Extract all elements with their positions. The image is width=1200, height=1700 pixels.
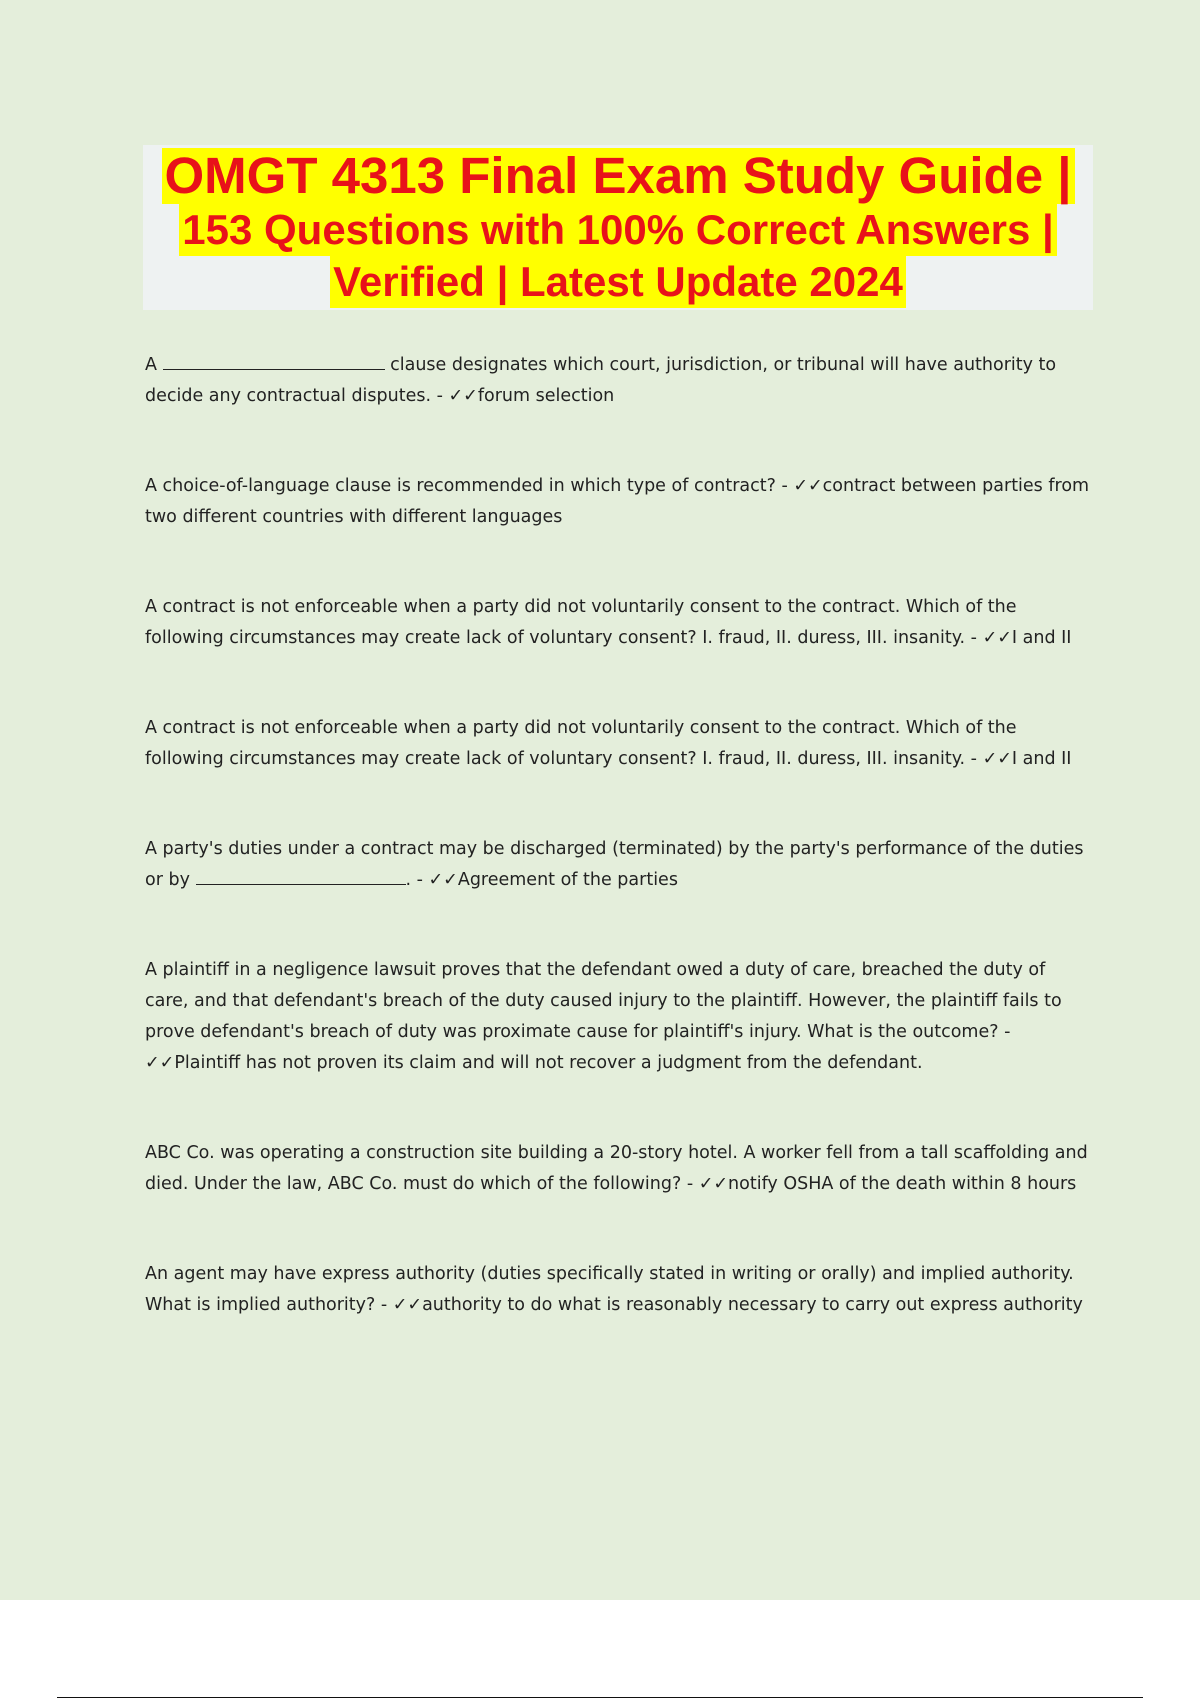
fill-in-blank (196, 866, 406, 885)
question-text: A contract is not enforceable when a party did not voluntarily consent to the contract. Which of the following circumstances may create lack of voluntary consent? I. fraud, II. duress, III. insanity. - (145, 597, 1017, 648)
question-text: An agent may have express authority (duties specifically stated in writing or orally) and implied authority. What is implied authority? - (145, 1264, 1074, 1315)
qa-item (145, 471, 1090, 533)
qa-item (145, 350, 1090, 412)
answer-text: ✓✓authority to do what is reasonably necessary to carry out express authority (392, 1295, 1083, 1315)
question-text: A contract is not enforceable when a party did not voluntarily consent to the contract. Which of the following circumstances may create lack of voluntary consent? I. fraud, II. duress, III. insanity. - (145, 718, 1017, 769)
qa-item (145, 1138, 1090, 1200)
title-line-3: Verified | Latest Update 2024 (330, 256, 906, 308)
answer-text: ✓✓contract between parties from two different countries with different languages (145, 476, 1090, 527)
title-banner (143, 145, 1093, 310)
question-answer-list (145, 350, 1090, 1380)
qa-item (145, 955, 1090, 1079)
qa-item (145, 592, 1090, 654)
title-line-1: OMGT 4313 Final Exam Study Guide | (162, 148, 1075, 204)
document-title (143, 145, 1093, 308)
footer-divider (57, 1697, 1143, 1698)
answer-text: ✓✓notify OSHA of the death within 8 hours (698, 1174, 1077, 1194)
title-line-2: 153 Questions with 100% Correct Answers | (179, 204, 1057, 256)
answer-text: ✓✓I and II (982, 749, 1072, 769)
question-text: ABC Co. was operating a construction site building a 20-story hotel. A worker fell from a tall scaffolding and died. Under the law, ABC Co. must do which of the following? - (145, 1143, 1088, 1194)
fill-in-blank (163, 351, 385, 370)
answer-text: ✓✓Plaintiff has not proven its claim and will not recover a judgment from the defendant. (145, 1053, 923, 1073)
question-text-continued: clause designates which court, jurisdiction, or tribunal will have authority to decide any contractual disputes. - (145, 355, 1057, 406)
question-text: A (145, 355, 163, 375)
qa-item (145, 1259, 1090, 1321)
qa-item (145, 713, 1090, 775)
qa-item (145, 834, 1090, 896)
question-text: A party's duties under a contract may be discharged (terminated) by the party's performance of the duties or by (145, 839, 1084, 890)
question-text: A plaintiff in a negligence lawsuit proves that the defendant owed a duty of care, breached the duty of care, and that defendant's breach of the duty caused injury to the plaintiff. However, the plaintiff fails to prove defendant's breach of duty was proximate cause for plaintiff's injury. What is the outcome? - (145, 960, 1062, 1042)
question-text: A choice-of-language clause is recommended in which type of contract? - (145, 476, 794, 496)
answer-text: ✓✓Agreement of the parties (428, 870, 678, 890)
question-text-continued: . - (405, 870, 429, 890)
answer-text: ✓✓I and II (982, 628, 1072, 648)
answer-text: ✓✓forum selection (448, 386, 615, 406)
